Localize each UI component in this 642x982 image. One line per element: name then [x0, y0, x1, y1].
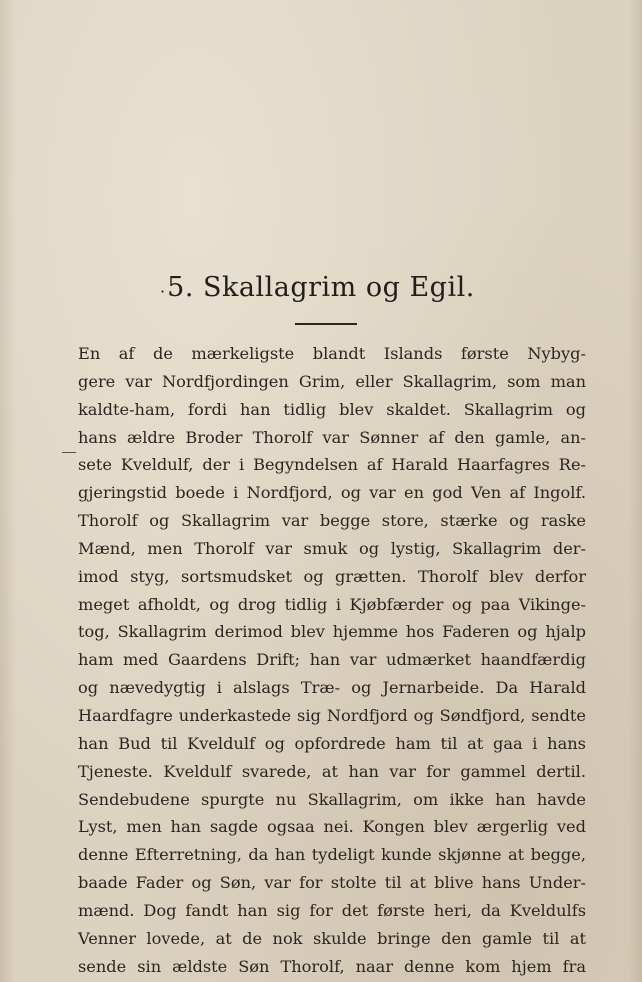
chapter-title: Skallagrim og Egil.: [203, 272, 475, 303]
text-line: ham med Gaardens Drift; han var udmærket haandfærdig: [78, 650, 586, 670]
text-line: denne Efterretning, da han tydeligt kunde skjønne at begge,: [78, 845, 586, 865]
text-line: baade Fader og Søn, var for stolte til at blive hans Under-: [78, 873, 586, 893]
text-line: mænd. Dog fandt han sig for det første heri, da Kveldulfs: [78, 900, 586, 920]
text-line: og nævedygtig i alslags Træ- og Jernarbeide. Da Harald: [78, 678, 586, 698]
text-line: meget afholdt, og drog tidlig i Kjøbfærder og paa Vikinge-: [78, 594, 586, 614]
text-line: hans ældre Broder Thorolf var Sønner af den gamle, an-: [78, 427, 586, 447]
text-line: En af de mærkeligste blandt Islands første Nybyg-: [78, 344, 586, 363]
text-line: Lyst, men han sagde ogsaa nei. Kongen blev ærgerlig ved: [78, 817, 586, 837]
chapter-number: 5.: [167, 272, 194, 303]
text-line: tog, Skallagrim derimod blev hjemme hos Faderen og hjalp: [78, 622, 586, 642]
text-line: imod styg, sortsmudsket og grætten. Thorolf blev derfor: [78, 566, 586, 586]
text-line: gjeringstid boede i Nordfjord, og var en god Ven af Ingolf.: [78, 483, 586, 503]
text-line: Thorolf og Skallagrim var begge store, stærke og raske: [78, 511, 586, 531]
text-line: Haardfagre underkastede sig Nordfjord og Søndfjord, sendte: [78, 705, 586, 725]
chapter-heading: [0, 272, 642, 303]
text-line: Sendebudene spurgte nu Skallagrim, om ikke han havde: [78, 789, 586, 809]
text-line: sende sin ældste Søn Thorolf, naar denne kom hjem fra: [78, 956, 586, 976]
heading-divider: [295, 323, 357, 325]
text-line: gere var Nordfjordingen Grim, eller Skallagrim, som man: [78, 371, 586, 391]
text-line: sete Kveldulf, der i Begyndelsen af Harald Haarfagres Re-: [78, 455, 586, 475]
body-text: [78, 340, 586, 980]
text-line: han Bud til Kveldulf og opfordrede ham til at gaa i hans: [78, 733, 586, 753]
heading-dot: ·: [160, 282, 166, 301]
text-line: Mænd, men Thorolf var smuk og lystig, Skallagrim der-: [78, 538, 586, 558]
text-line: kaldte-ham, fordi han tidlig blev skaldet. Skallagrim og: [78, 399, 586, 419]
margin-mark: [62, 452, 76, 453]
text-line: Tjeneste. Kveldulf svarede, at han var for gammel dertil.: [78, 761, 586, 781]
text-line: Venner lovede, at de nok skulde bringe den gamle til at: [78, 928, 586, 948]
